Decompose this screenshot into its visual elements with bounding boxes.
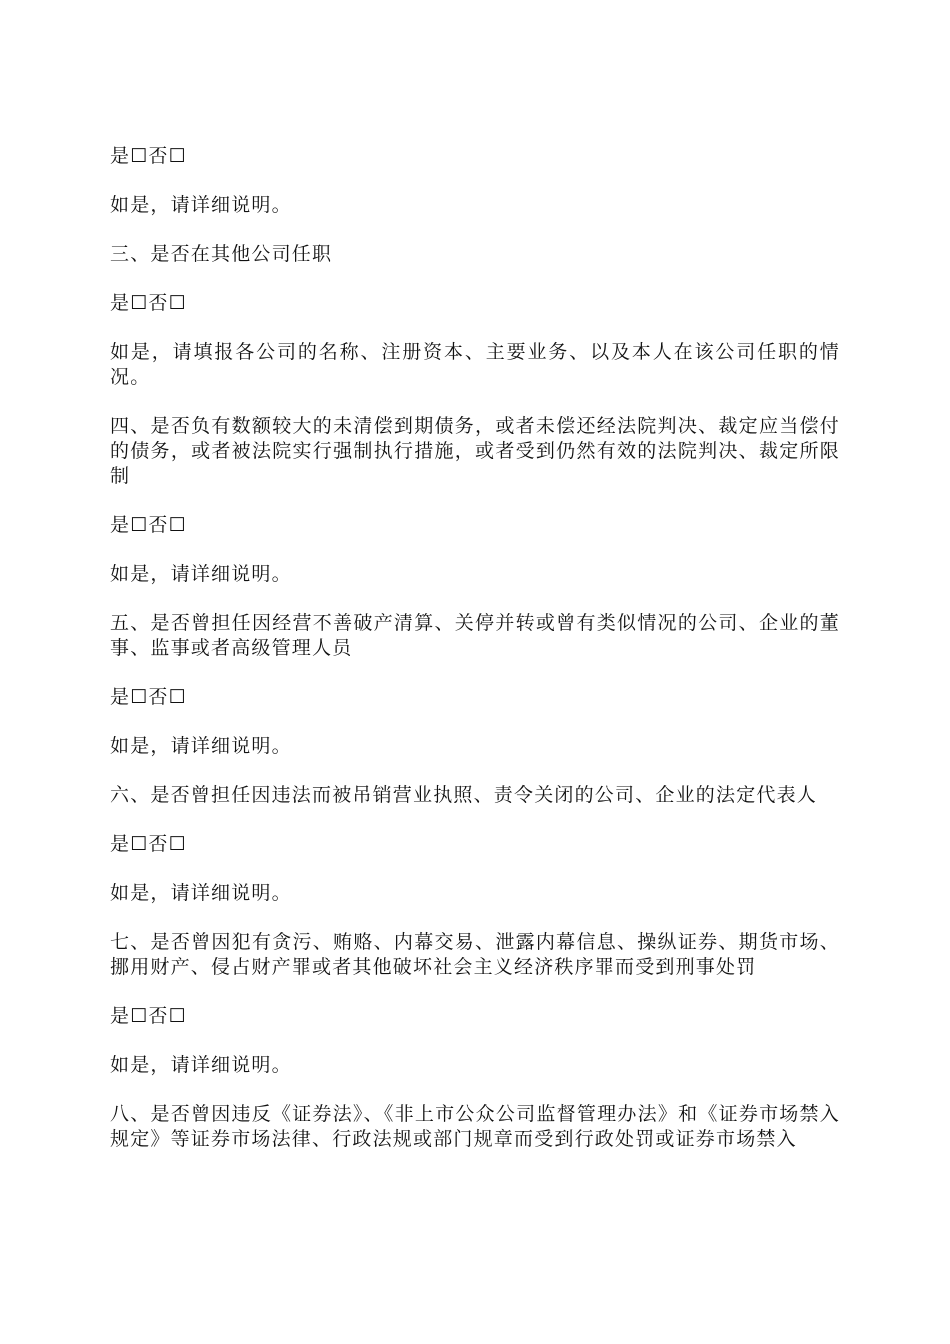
- yes-no-checkbox-line[interactable]: 是☐否☐: [110, 292, 187, 314]
- explain-instruction: 如是，请详细说明。: [110, 194, 292, 216]
- question-3: 三、是否在其他公司任职: [110, 243, 333, 265]
- question-4: 四、是否负有数额较大的未清偿到期债务，或者未偿还经法院判决、裁定应当偿付的债务，或者被法院实行强制执行措施，或者受到仍然有效的法院判决、裁定所限制: [110, 415, 840, 487]
- yes-no-checkbox-line[interactable]: 是☐否☐: [110, 686, 187, 708]
- explain-instruction: 如是，请详细说明。: [110, 735, 292, 757]
- explain-instruction: 如是，请详细说明。: [110, 563, 292, 585]
- explain-instruction: 如是，请详细说明。: [110, 1054, 292, 1076]
- question-7: 七、是否曾因犯有贪污、贿赂、内幕交易、泄露内幕信息、操纵证券、期货市场、挪用财产、侵占财产罪或者其他破坏社会主义经济秩序罪而受到刑事处罚: [110, 931, 840, 978]
- explain-instruction: 如是，请填报各公司的名称、注册资本、主要业务、以及本人在该公司任职的情况。: [110, 341, 840, 388]
- question-6: 六、是否曾担任因违法而被吊销营业执照、责令关闭的公司、企业的法定代表人: [110, 784, 818, 806]
- explain-instruction: 如是，请详细说明。: [110, 882, 292, 904]
- yes-no-checkbox-line[interactable]: 是☐否☐: [110, 145, 187, 167]
- yes-no-checkbox-line[interactable]: 是☐否☐: [110, 833, 187, 855]
- document-page: [110, 144, 840, 1176]
- question-8: 八、是否曾因违反《证券法》、《非上市公众公司监督管理办法》和《证券市场禁入规定》等证券市场法律、行政法规或部门规章而受到行政处罚或证券市场禁入: [110, 1103, 840, 1150]
- yes-no-checkbox-line[interactable]: 是☐否☐: [110, 514, 187, 536]
- question-5: 五、是否曾担任因经营不善破产清算、关停并转或曾有类似情况的公司、企业的董事、监事或者高级管理人员: [110, 612, 840, 659]
- yes-no-checkbox-line[interactable]: 是☐否☐: [110, 1005, 187, 1027]
